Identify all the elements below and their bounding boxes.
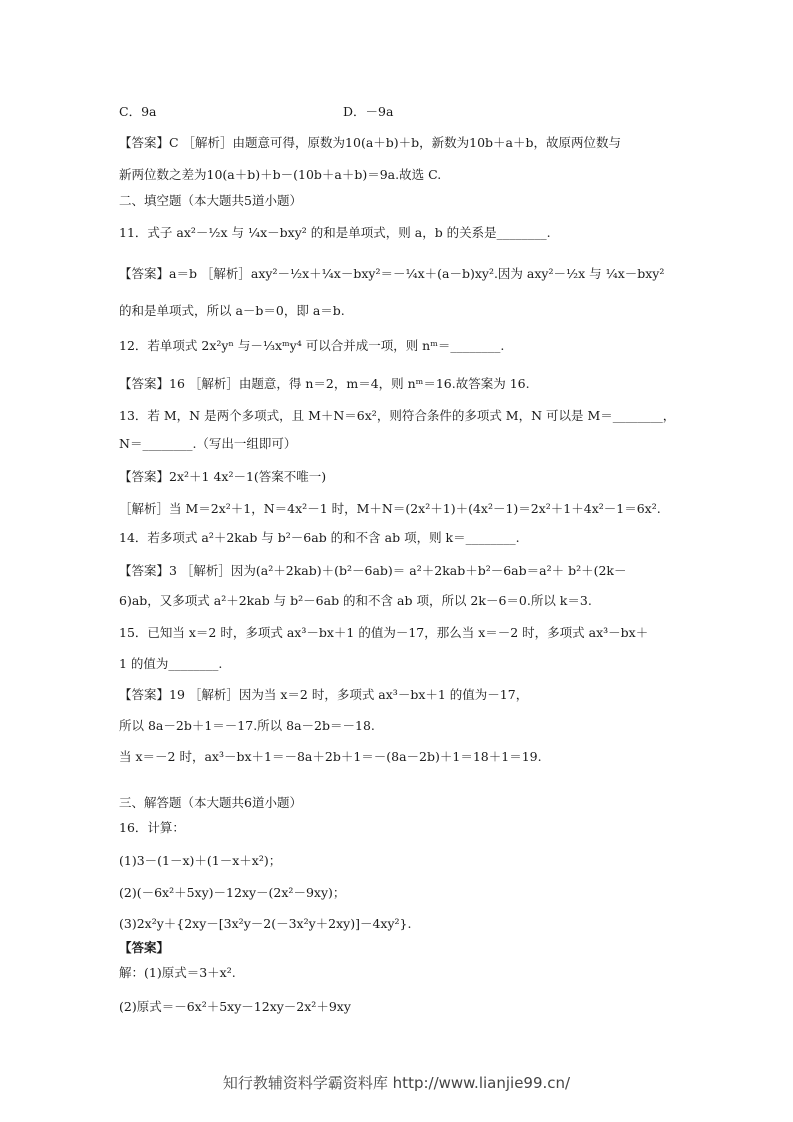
answer-15-line-1: 【答案】19 ［解析］因为当 x＝2 时，多项式 ax³－bx＋1 的值为－17，	[119, 687, 529, 702]
footer-watermark: 知行教辅资料学霸资料库 http://www.lianjie99.cn/	[222, 1074, 571, 1092]
answer-10-line-2: 新两位数之差为10(a＋b)＋b－(10b＋a＋b)＝9a.故选 C.	[119, 167, 442, 182]
question-15-line-2: 1 的值为________.	[119, 656, 223, 671]
answer-14-line-1: 【答案】3 ［解析］因为(a²＋2kab)＋(b²－6ab)＝ a²＋2kab＋b²－6ab＝a²＋ b²＋(2k－	[119, 563, 627, 578]
answer-11-line-1: 【答案】a＝b ［解析］axy²－½x＋¼x－bxy²＝－¼x＋(a－b)xy².因为 axy²－½x 与 ¼x－bxy²	[119, 266, 665, 281]
answer-15-line-2: 所以 8a－2b＋1＝－17.所以 8a－2b＝－18.	[119, 718, 375, 733]
question-16-part-1: (1)3－(1－x)＋(1－x＋x²)；	[119, 853, 282, 868]
question-12: 12．若单项式 2x²yⁿ 与－⅓xᵐy⁴ 可以合并成一项，则 nᵐ＝________.	[119, 338, 505, 353]
answer-15-line-3: 当 x＝－2 时，ax³－bx＋1＝－8a＋2b＋1＝－(8a－2b)＋1＝18＋1＝19.	[119, 749, 542, 764]
answer-10-line-1: 【答案】C ［解析］由题意可得，原数为10(a＋b)＋b，新数为10b＋a＋b，故原两位数与	[119, 135, 622, 150]
section-3-heading: 三、解答题（本大题共6道小题）	[119, 795, 302, 810]
option-d: D．－9a	[343, 104, 394, 119]
question-16-part-3: (3)2x²y＋{2xy－[3x²y－2(－3x²y＋2xy)]－4xy²}.	[119, 916, 412, 931]
question-16-part-2: (2)(－6x²＋5xy)－12xy－(2x²－9xy)；	[119, 885, 346, 900]
question-16: 16．计算：	[119, 820, 185, 835]
answer-16-label: 【答案】	[119, 940, 170, 955]
section-2-heading: 二、填空题（本大题共5道小题）	[119, 193, 302, 208]
option-c: C．9a	[119, 104, 157, 119]
answer-13-line-1: 【答案】2x²＋1 4x²－1(答案不唯一)	[119, 469, 327, 484]
question-15-line-1: 15．已知当 x＝2 时，多项式 ax³－bx＋1 的值为－17，那么当 x＝－2 时，多项式 ax³－bx＋	[119, 625, 649, 640]
question-13-line-2: N＝________.（写出一组即可）	[119, 436, 297, 451]
solution-16-part-2: (2)原式＝－6x²＋5xy－12xy－2x²＋9xy	[119, 999, 351, 1014]
answer-13-line-2: ［解析］当 M＝2x²＋1，N＝4x²－1 时，M＋N＝(2x²＋1)＋(4x²－1)＝2x²＋1＋4x²－1＝6x².	[119, 501, 661, 516]
question-11: 11．式子 ax²－½x 与 ¼x－bxy² 的和是单项式，则 a，b 的关系是________.	[119, 225, 551, 240]
answer-14-line-2: 6)ab，又多项式 a²＋2kab 与 b²－6ab 的和不含 ab 项，所以 2k－6＝0.所以 k＝3.	[119, 593, 592, 608]
answer-12: 【答案】16 ［解析］由题意，得 n＝2，m＝4，则 nᵐ＝16.故答案为 16.	[119, 376, 530, 391]
question-14: 14．若多项式 a²＋2kab 与 b²－6ab 的和不含 ab 项，则 k＝________.	[119, 530, 520, 545]
answer-11-line-2: 的和是单项式，所以 a－b＝0，即 a＝b.	[119, 303, 345, 318]
question-13-line-1: 13．若 M，N 是两个多项式，且 M＋N＝6x²，则符合条件的多项式 M，N 可以是 M＝________，	[119, 408, 676, 423]
solution-16-part-1: 解：(1)原式＝3＋x².	[119, 965, 236, 980]
